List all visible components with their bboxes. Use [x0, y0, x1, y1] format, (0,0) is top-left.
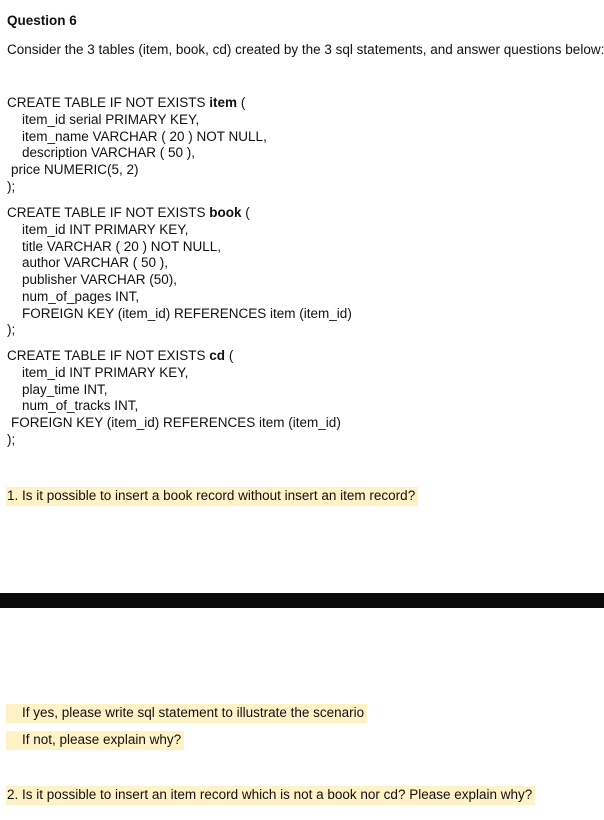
sql-line: FOREIGN KEY (item_id) REFERENCES item (item_id)	[11, 415, 341, 430]
sql-line: num_of_pages INT,	[22, 288, 140, 304]
sql-close: );	[7, 178, 16, 194]
sql-open-paren: (	[241, 205, 250, 220]
sql-line: FOREIGN KEY (item_id) REFERENCES item (item_id)	[22, 305, 352, 321]
question-1-no-prompt: If not, please explain why?	[6, 731, 184, 750]
sql-create-item	[7, 95, 267, 196]
sql-table-name: book	[209, 205, 242, 220]
sql-line: play_time INT,	[22, 381, 108, 397]
sql-create-cd	[7, 348, 341, 449]
question-intro: Consider the 3 tables (item, book, cd) created by the 3 sql statements, and answer questions below:	[7, 42, 604, 57]
page-break-divider	[0, 593, 604, 608]
sql-line: item_id serial PRIMARY KEY,	[22, 111, 200, 127]
sql-create-prefix: CREATE TABLE IF NOT EXISTS	[7, 95, 210, 110]
question-title: Question 6	[7, 13, 77, 28]
sql-create-book	[7, 205, 352, 339]
sql-line: item_name VARCHAR ( 20 ) NOT NULL,	[22, 128, 267, 144]
sql-line: description VARCHAR ( 50 ),	[22, 145, 196, 161]
sql-table-name: cd	[209, 348, 226, 363]
sql-line: author VARCHAR ( 50 ),	[22, 255, 169, 271]
sql-create-prefix: CREATE TABLE IF NOT EXISTS	[7, 348, 210, 363]
sql-line: title VARCHAR ( 20 ) NOT NULL,	[22, 238, 222, 254]
sql-table-name: item	[209, 95, 238, 110]
sql-line: price NUMERIC(5, 2)	[11, 162, 139, 177]
sql-line: item_id INT PRIMARY KEY,	[22, 364, 189, 380]
sql-close: );	[7, 322, 16, 338]
question-1-yes-prompt: If yes, please write sql statement to illustrate the scenario	[6, 704, 367, 723]
sql-line: item_id INT PRIMARY KEY,	[22, 221, 189, 237]
sql-close: );	[7, 431, 16, 447]
sql-line: publisher VARCHAR (50),	[22, 272, 178, 287]
question-2: 2. Is it possible to insert an item record which is not a book nor cd? Please explain why?	[6, 786, 535, 805]
sql-create-prefix: CREATE TABLE IF NOT EXISTS	[7, 205, 210, 220]
question-1: 1. Is it possible to insert a book record without insert an item record?	[6, 487, 418, 506]
sql-line: num_of_tracks INT,	[22, 398, 139, 414]
sql-open-paren: (	[225, 348, 234, 363]
sql-open-paren: (	[237, 95, 246, 110]
